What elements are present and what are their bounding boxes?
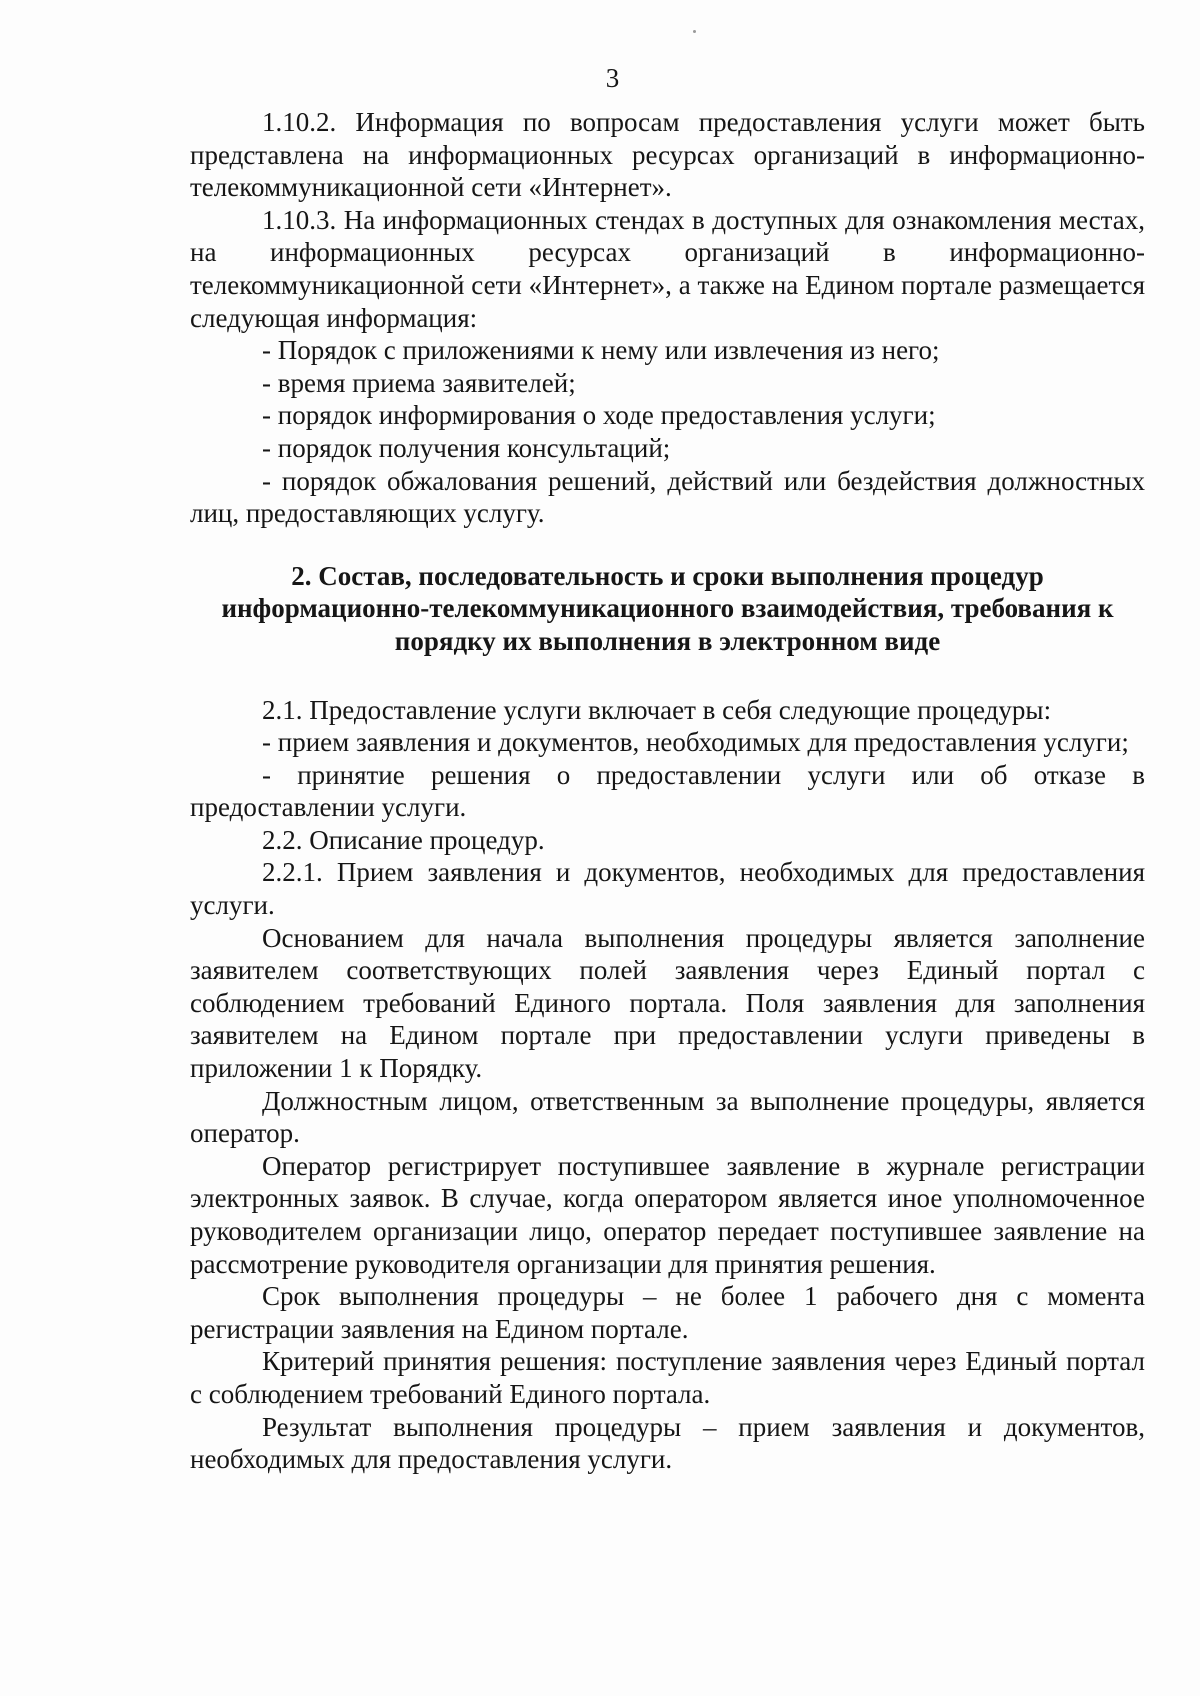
paragraph-1-10-3: 1.10.3. На информационных стендах в доступных для ознакомления местах, на информационных ресурсах организаций в информационно-телекоммуникационной сети «Интернет», а также на Едином портале размещается следующая информация: bbox=[190, 204, 1145, 333]
spacer bbox=[190, 658, 1145, 694]
paragraph-1-10-2: 1.10.2. Информация по вопросам предоставления услуги может быть представлена на информационных ресурсах организаций в информационно-телекоммуникационной сети «Интернет». bbox=[190, 107, 1145, 203]
page-number: 3 bbox=[605, 63, 620, 93]
list-item: - Порядок с приложениями к нему или извлечения из него; bbox=[262, 335, 940, 366]
paragraph-term: Срок выполнения процедуры – не более 1 рабочего дня с момента регистрации заявления на Едином портале. bbox=[190, 1281, 1145, 1344]
list-item: - время приема заявителей; bbox=[262, 367, 576, 398]
spacer bbox=[190, 530, 1145, 560]
paragraph-result: Результат выполнения процедуры – прием заявления и документов, необходимых для предоставления услуги. bbox=[190, 1411, 1145, 1475]
heading-line: порядку их выполнения в электронном виде bbox=[394, 625, 941, 656]
heading-line: 2. Состав, последовательность и сроки выполнения процедур bbox=[291, 560, 1044, 591]
paragraph-operator: Оператор регистрирует поступившее заявление в журнале регистрации электронных заявок. В случае, когда оператором является иное уполномоченное руководителем организации лицо, оператор передает поступившее заявление на рассмотрение руководителя организации для принятия решения. bbox=[190, 1150, 1145, 1279]
paragraph-basis: Основанием для начала выполнения процедуры является заполнение заявителем соответствующих полей заявления через Единый портал с соблюдением требований Единого портала. Поля заявления для заполнения заявителем на Едином портале при предоставлении услуги приведены в приложении 1 к Порядку. bbox=[190, 922, 1145, 1084]
list-item: - порядок получения консультаций; bbox=[262, 432, 671, 463]
paragraph-responsible: Должностным лицом, ответственным за выполнение процедуры, является оператор. bbox=[190, 1085, 1145, 1149]
list-item: - порядок обжалования решений, действий или бездействия должностных лиц, предоставляющих услугу. bbox=[190, 465, 1145, 529]
paragraph-2-1: 2.1. Предоставление услуги включает в себя следующие процедуры: bbox=[262, 694, 1052, 725]
list-item: - порядок информирования о ходе предоставления услуги; bbox=[262, 400, 936, 431]
list-item: - принятие решения о предоставлении услуги или об отказе в предоставлении услуги. bbox=[190, 759, 1145, 823]
paragraph-criterion: Критерий принятия решения: поступление заявления через Единый портал с соблюдением требований Единого портала. bbox=[190, 1346, 1145, 1409]
paragraph-2-2-1: 2.2.1. Прием заявления и документов, необходимых для предоставления услуги. bbox=[190, 857, 1145, 921]
heading-line: информационно-телекоммуникационного взаимодействия, требования к bbox=[221, 593, 1114, 624]
paragraph-2-2: 2.2. Описание процедур. bbox=[262, 824, 545, 855]
list-item: - прием заявления и документов, необходимых для предоставления услуги; bbox=[262, 727, 1129, 758]
section-heading bbox=[190, 560, 1145, 658]
scan-speck bbox=[693, 30, 696, 33]
document-body bbox=[190, 106, 1145, 1476]
